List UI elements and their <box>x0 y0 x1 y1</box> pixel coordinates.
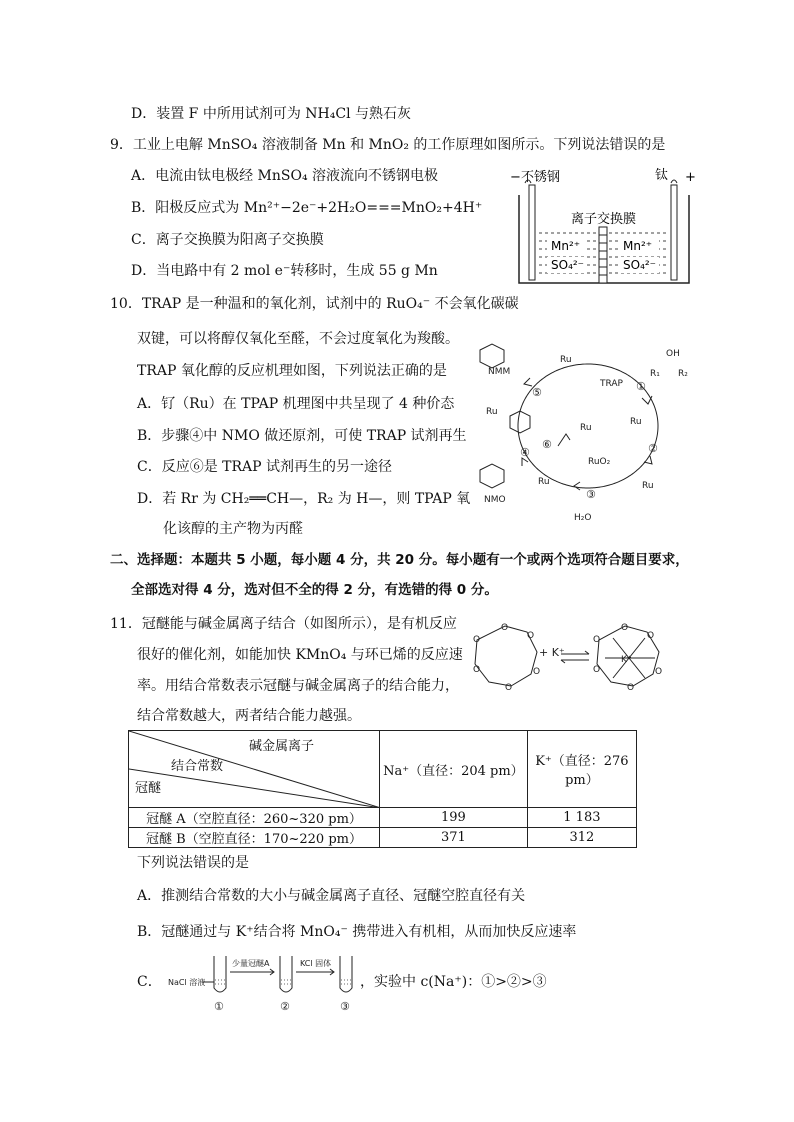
q9-option-d: D．当电路中有 2 mol e⁻转移时，生成 55 g Mn <box>131 263 438 279</box>
ether-o: O <box>593 635 601 645</box>
ruo2-label: RuO₂ <box>588 457 611 467</box>
table-row <box>129 828 637 848</box>
table-row <box>129 808 637 828</box>
step-6: ⑥ <box>542 438 552 451</box>
ru-label-ruo3: Ru <box>538 477 550 487</box>
crown-b-na: 371 <box>379 828 527 848</box>
tpap-mechanism-figure <box>470 338 700 523</box>
header-na: Na⁺（直径：204 pm） <box>379 731 527 808</box>
ether-o: O <box>533 667 541 677</box>
table-header-diagonal-cell <box>129 731 380 808</box>
arrow-4 <box>522 458 528 466</box>
ether-o: O <box>505 683 513 693</box>
crown-ether-figure <box>465 620 685 700</box>
tube-label-3: ③ <box>340 1000 350 1013</box>
right-ion-so4: SO₄²⁻ <box>623 258 657 272</box>
q11-stem-2: 很好的催化剂，如能加快 KMnO₄ 与环已烯的反应速 <box>137 647 463 663</box>
ether-o: O <box>473 665 481 675</box>
test-tube-2 <box>280 956 292 992</box>
tube-label-2: ② <box>280 1000 290 1013</box>
ru-label-nmo-adduct: Ru <box>486 407 498 417</box>
ru-label-ruo4: Ru <box>580 423 592 433</box>
step-5: ⑤ <box>532 386 542 399</box>
reagent-crown-a: 少量冠醚A <box>232 959 270 968</box>
arrow-6 <box>558 434 570 446</box>
ether-o: O <box>527 631 535 641</box>
nmo-label: NMO <box>484 495 506 505</box>
arrow-5 <box>524 378 532 386</box>
q10-option-c: C．反应⑥是 TRAP 试剂再生的另一途径 <box>137 459 393 475</box>
ru-label-hydrate: Ru <box>642 481 654 491</box>
ether-o: O <box>501 623 509 633</box>
q10-stem-3: TRAP 氧化醇的反应机理如图，下列说法正确的是 <box>137 363 447 379</box>
section-2-line-2: 全部选对得 4 分，选对但不全的得 2 分，有选错的得 0 分。 <box>131 582 498 598</box>
ether-o: O <box>593 665 601 675</box>
ru-label-trap: Ru <box>560 355 572 365</box>
titanium-electrode <box>671 185 677 280</box>
left-ion-mn: Mn²⁺ <box>551 239 581 253</box>
oh-label: OH <box>666 349 680 359</box>
q9-stem: 9．工业上电解 MnSO₄ 溶液制备 Mn 和 MnO₂ 的工作原理如图所示。下列说法错误的是 <box>110 137 666 153</box>
nmm-ring <box>480 344 504 368</box>
tube-label-1: ① <box>214 1000 224 1013</box>
crown-b-k: 312 <box>527 828 636 848</box>
test-tube-1 <box>214 956 226 992</box>
q10-option-b: B．步骤④中 NMO 做还原剂，可使 TRAP 试剂再生 <box>137 428 467 444</box>
q9-option-b: B．阳极反应式为 Mn²⁺−2e⁻+2H₂O===MnO₂+4H⁺ <box>131 200 483 216</box>
header-crown-ether: 冠醚 <box>135 781 162 796</box>
nmm-label: NMM <box>488 367 511 377</box>
q11-stem-4: 结合常数越大，两者结合能力越强。 <box>137 708 361 724</box>
q10-option-a: A．钌（Ru）在 TPAP 机理图中共呈现了 4 种价态 <box>137 396 455 412</box>
stainless-electrode <box>529 185 535 280</box>
crown-a-k: 1 183 <box>527 808 636 828</box>
nmo-ring <box>480 464 504 488</box>
membrane-label: 离子交换膜 <box>571 212 637 227</box>
step-2: ② <box>648 442 658 455</box>
ether-o: O <box>473 635 481 645</box>
titanium-label: 钛 <box>655 168 669 183</box>
r2-label: R₂ <box>678 369 688 379</box>
ether-o: O <box>655 667 663 677</box>
header-alkali-ion: 碱金属离子 <box>249 739 315 754</box>
q11-option-c-label: C． <box>137 974 162 990</box>
step-3: ③ <box>586 488 596 501</box>
header-binding-constant: 结合常数 <box>171 759 224 774</box>
right-ion-mn: Mn²⁺ <box>623 239 653 253</box>
arrow-3 <box>574 482 580 490</box>
left-ion-so4: SO₄²⁻ <box>551 258 585 272</box>
reagent-kcl: KCl 固体 <box>300 959 332 968</box>
ether-o: O <box>621 623 629 633</box>
negative-sign: − <box>510 170 521 185</box>
wire-coil-right <box>671 180 677 183</box>
nacl-solution-label: NaCl 溶液 <box>168 978 206 987</box>
step-4: ④ <box>520 446 530 459</box>
header-k: K⁺（直径：276 pm） <box>527 731 636 808</box>
electrolysis-figure <box>505 165 705 290</box>
test-tube-figure <box>168 952 358 1016</box>
test-tube-3 <box>340 956 352 992</box>
q11-option-a: A．推测结合常数的大小与碱金属离子直径、冠醚空腔直径有关 <box>137 888 526 904</box>
r1-label: R₁ <box>650 369 660 379</box>
q10-option-d-1: D．若 Rr 为 CH₂══CH—，R₂ 为 H—，则 TPAP 氧 <box>137 491 471 507</box>
q11-option-c-tail: ，实验中 c(Na⁺)：①>②>③ <box>360 974 547 990</box>
step-1: ① <box>636 380 646 393</box>
q11-stem-3: 率。用结合常数表示冠醚与碱金属离子的结合能力， <box>137 678 459 694</box>
crown-a-na: 199 <box>379 808 527 828</box>
q9-option-c: C．离子交换膜为阳离子交换膜 <box>131 232 324 248</box>
k-ion-center: K⁺ <box>621 655 632 665</box>
crown-a-name: 冠醚 A（空腔直径：260~320 pm） <box>129 808 380 828</box>
trap-label: TRAP <box>600 379 623 389</box>
q11-stem-1: 11．冠醚能与碱金属离子结合（如图所示），是有机反应 <box>110 616 457 632</box>
q8-option-d: D．装置 F 中所用试剂可为 NH₄Cl 与熟石灰 <box>131 106 411 122</box>
crown-b-name: 冠醚 B（空腔直径：170~220 pm） <box>129 828 380 848</box>
q11-ask: 下列说法错误的是 <box>137 855 249 871</box>
q10-option-d-2: 化该醇的主产物为丙醛 <box>163 521 303 537</box>
q10-stem-2: 双键，可以将醇仅氧化至醛，不会过度氧化为羧酸。 <box>137 331 459 347</box>
ether-o: O <box>647 631 655 641</box>
plus-k-label: + K⁺ <box>539 646 565 659</box>
ru-label-ester: Ru <box>630 417 642 427</box>
q10-stem-1: 10．TRAP 是一种温和的氧化剂，试剂中的 RuO₄⁻ 不会氧化碳碳 <box>110 296 519 312</box>
amine-oxide-ring <box>510 411 530 433</box>
section-2-line-1: 二、选择题：本题共 5 小题，每小题 4 分，共 20 分。每小题有一个或两个选项符合题目要求， <box>110 552 689 568</box>
positive-sign: + <box>685 170 696 185</box>
stainless-steel-label: 不锈钢 <box>521 170 561 185</box>
ether-o: O <box>627 683 635 693</box>
binding-constant-table <box>128 730 637 848</box>
q11-option-b: B．冠醚通过与 K⁺结合将 MnO₄⁻ 携带进入有机相，从而加快反应速率 <box>137 924 577 940</box>
q9-option-a: A．电流由钛电极经 MnSO₄ 溶液流向不锈钢电极 <box>131 168 439 184</box>
h2o-label: H₂O <box>574 513 592 523</box>
